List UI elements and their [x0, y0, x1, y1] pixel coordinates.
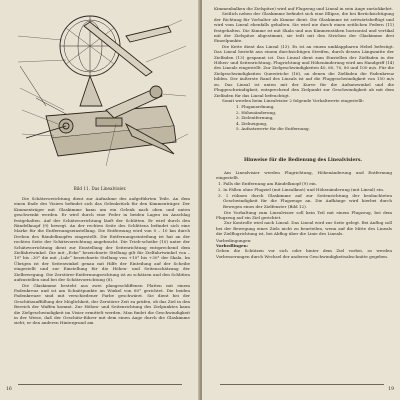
paragraph: Die Glaskimme besteht aus zwei plangeschliffenen Platten mit einem Fadenkreuz und ist am Schnittpunkte im Winkel von 60° gerichtet. Die beiden Fadenkreuze sind mit verschiedener Farbe geschwärzt. Sie dient bei der Geschützauffüllung der Möglichkeit, der Zerstörer Zeit zu prüfen, ob das Ziel in den Bereich der Waffen kommt. Zur Höhen- und Seitenrichtung des Zielpunktes kann die Zielgeschwindigkeit im Visier ermittelt werden. Man findet die Geschwindigkeit in der Weise, daß der Geschütz-führer mit dem einen Auge durch die Glaskimme sieht; er den anderen Hintergrund am [14, 282, 190, 326]
list-item: 4. Zielneigung, [236, 120, 268, 126]
linealvisier-illustration [6, 6, 196, 182]
page-number: 16 [6, 387, 12, 392]
instruction-item: 3. I rühnen durch Glaskimme auf zur Seitenrichtung der beobachteten Geschwindigkeit für die Flugzeuge an. Die Aufhänge wird hierbei durch Bewegen eines der Zielfenster (Bild 12). [218, 192, 392, 209]
numbered-list [214, 104, 394, 131]
footer-rule [18, 384, 182, 385]
paragraph: Die Vorhaltung zum Linealvisier soll kein Teil mit einem Flugzeug, bei dem Flugzeug auf ein Ziel gerichtet. [216, 209, 392, 221]
instructions-text [216, 170, 392, 259]
list-item: 3. Zielentfernung, [236, 115, 274, 121]
right-page [202, 0, 400, 400]
list-item: 1. Fluganordnung, [236, 104, 275, 110]
footer-rule [220, 384, 384, 385]
paragraph: Die Kette dient das Lineal (13). Es ist an einem umklappbaren Hebel befestigt. Das Lineal besteht aus einem durchsichtigen Streifen, durch dessen Längsmitte der Zielfaden (13) gespannt ist. Das Lineal dient zum Einstellen der Zielfaden in der Höhen- und Seitenrichtung. Flugrichtung und Höhenänderung wird am Handgriff (14) des Lineals eingestellt. Zur Zielgeschwindigkeiten 40, 60, 70, 80 und 100 m/s. Für die Zielgeschwindigkeiten Querstriche (16), an denen die Zielfaden die Fadenkreuz bilden. Der äußerste Rand des Lineals ist auf die Fluggeschwindigkeit von 150 m/s zu. Das Lineal ist unten mit der Kurve für die Aufsatzwinkel und die Fluggeschwindigkeit, entsprechend den Zielpunkt zur Geschwindigkeit ab mit dem Zielfaden für das Lineal befeuchtigt. [214, 43, 394, 98]
list-item: 2. Höhenänderung, [236, 109, 277, 115]
bottom-sublabel: Vorbedlingen: [216, 243, 249, 249]
paragraph: Die Schätzvorrichtung dient zur Aufnahme des aufgeführten Teile. An dem einen Ende des Visiers befindet sich das Gelenkstück für den Kimmenträger. Der Kimmenträger mit Glaskimme kann um ein Gelenk nach oben und unten geschwenkt werden. Er wird durch eine Feder in beiden Lagen im Anschlag festgehalten. Auf der Schätzvorrichtung läuft der Schlitten. Er wird durch den Rändelknopf (9) bewegt. An der rechten Seite des Schlittens befindet sich eine Marke für die Entfernungseinstellung. Die Entfernung wird von 0 – 10 km durch Drehen des Rändelknopfes eingestellt. Die Entfernungseinteilung ist hat an der rechten Seite der Schätzvorrichtung angebracht. Die Trieb-scheibe (10) unter der Schätzvorrichtung dient zur Einstellung der Seitenrichtung entsprechend dem Zielfahrtwinkel. Die mit „Ecke“ bezeichnete Stellung gilt für Zielfahrtwinkel von –10° bis –30° die mit „Lule“ bezeichnete Stellung von +10° bis +30° der Skala. Im Übrigen ist der Seitenwinkel genau mit Hilfe der Einteilung auf der Scheibe eingestellt und zur Einstellung für die Höhen- und Seitenschätzung der Zielbewegung. Die Zerstörer-Entfernungsrichtung ist zu schätzen und den Schlitten aufzustellen sind bei der Schätzvorrichtung (8). [14, 196, 190, 283]
section-heading: Hinweise für die Bedienung des Linealvisiers. [243, 158, 363, 163]
right-top-text [214, 6, 394, 132]
bottom-label: Vorbedingungen: [216, 237, 252, 243]
left-body-text [14, 196, 190, 326]
paragraph: Kimmenbalken die Zielspitze) wird auf Flugzeug und Lineal in sein Auge zurückkehrt. [214, 6, 394, 11]
list-item: 5. Aufsatzwerte für die Entfernung. [236, 125, 310, 131]
instruction-item: 1. Falls die Entfernung am Rändelknopf (9) ein. [218, 180, 317, 186]
paragraph: Seitlich neben der Glaskimme befindet sich eine Ellipse, die bei Berücksichtigung der Richtung für Vorhalter als Kimme dient. Die Glaskimme ist seitwärtsbeflügt und wird vom Lineal ebenfalls gehalten. Sie wird nie durch einen seitlichen Federn (11) festgehalten. Die Kimme ist mit Skala und aus Kimmenstäben horizontal und vertikal mit der Zielspitze abgestimmt, sie teilt mit den Strichen der Glaskimme drei Einzelpunkte. [214, 11, 394, 44]
figure-caption: Bild 11. Das Linealvisier. [73, 186, 127, 191]
page-number: 19 [388, 387, 394, 392]
paragraph: Somit werden beim Linealvisier 2 folgende Vorhaltwerte eingestellt: [222, 97, 365, 103]
instruction-item: 2. In Fällen ohne Flugziel (mit Linealknot) und Höhenänderung (mit Lineal) ein. [218, 186, 385, 192]
paragraph: Gehen die Schützen vor sich oder hinter dem Ziel vorbei, so werden Vorbesserungen durch Wechsel der anderen Geschwindigkeitsabschnitte gegeben. [216, 248, 392, 259]
paragraph: Zur Kontrolle wird nach Lineal. Das Lineal wird zur Seite gelegt. Bei Anflug soll bei der Bewegung eines Ziels nicht zu beurteilen, wenn auf die Mitte des Lineals die Zielflugrichtung ist, bei Abflug über die Linie des Lineals. [216, 220, 392, 237]
paragraph: Am Linealvisier werden Flugrichtung, Höhenänderung und Entfernung eingestellt. [216, 170, 392, 181]
